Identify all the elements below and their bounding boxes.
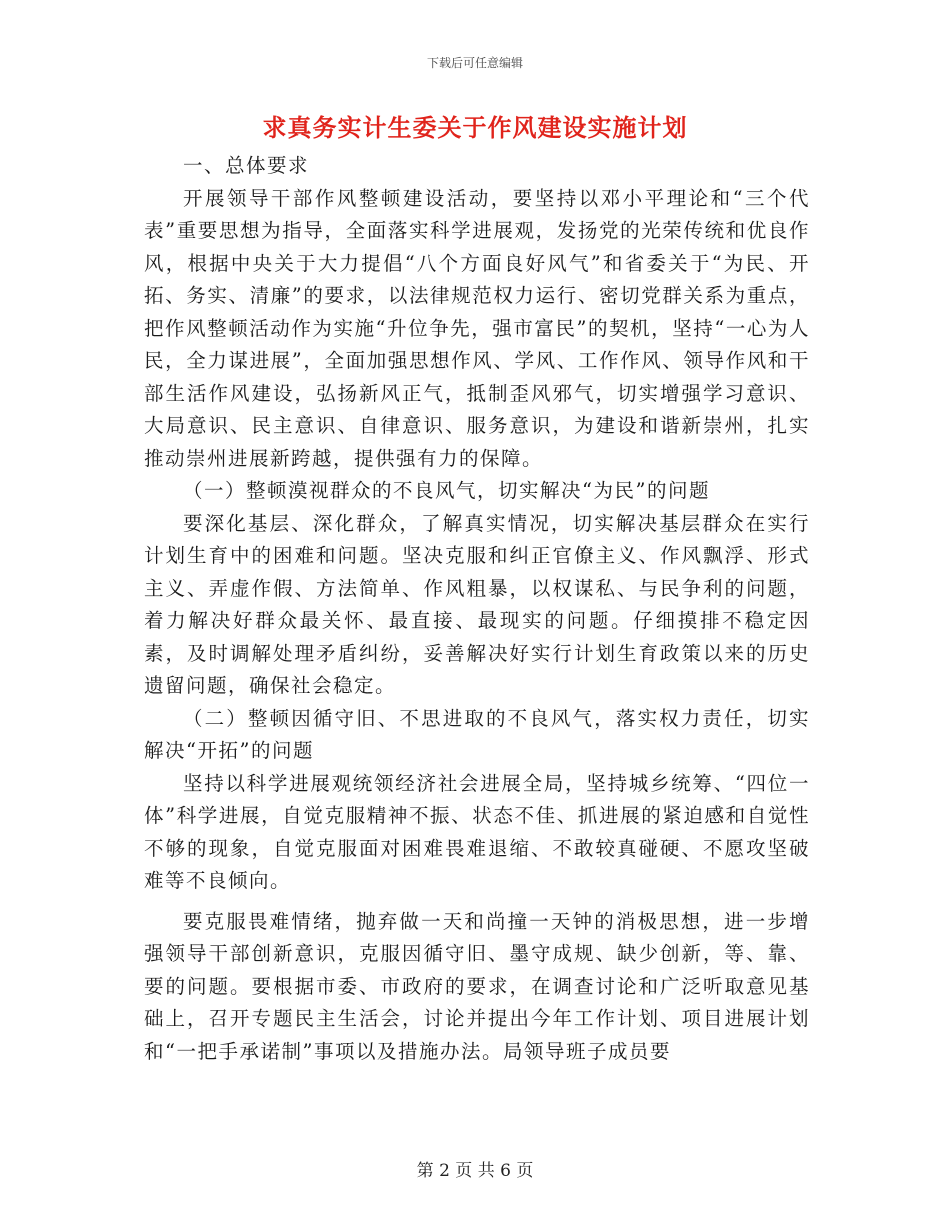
page-header-note: 下载后可任意编辑 [426,56,523,70]
body-paragraph: 要深化基层、深化群众，了解真实情况，切实解决基层群众在实行计划生育中的困难和问题。坚决克服和纠正官僚主义、作风飘浮、形式主义、弄虚作假、方法简单、作风粗暴，以权谋私、与民争利的问题，着力解决好群众最关怀、最直接、最现实的问题。仔细摸排不稳定因素，及时调解处理矛盾纠纷，妥善解决好实行计划生育政策以来的历史遗留问题，确保社会稳定。 [144,511,810,697]
document-body [144,150,810,1068]
subsection-heading: （一）整顿漠视群众的不良风气，切实解决“为民”的问题 [183,479,710,502]
subsection-heading: （二）整顿因循守旧、不思进取的不良风气，落实权力责任，切实解决“开拓”的问题 [144,706,810,762]
body-paragraph: 要克服畏难情绪，抛弃做一天和尚撞一天钟的消极思想，进一步增强领导干部创新意识，克服因循守旧、墨守成规、缺少创新，等、靠、要的问题。要根据市委、市政府的要求，在调查讨论和广泛听取意见基础上，召开专题民主生活会，讨论并提出今年工作计划、项目进展计划和“一把手承诺制”事项以及措施办法。局领导班子成员要 [144,909,810,1063]
section-heading: 一、总体要求 [183,154,310,177]
body-paragraph: 开展领导干部作风整顿建设活动，要坚持以邓小平理论和“三个代表”重要思想为指导，全面落实科学进展观，发扬党的光荣传统和优良作风，根据中央关于大力提倡“八个方面良好风气”和省委关于“为民、开拓、务实、清廉”的要求，以法律规范权力运行、密切党群关系为重点，把作风整顿活动作为实施“升位争先，强市富民”的契机，坚持“一心为人民，全力谋进展”，全面加强思想作风、学风、工作作风、领导作风和干部生活作风建设，弘扬新风正气，抵制歪风邪气，切实增强学习意识、大局意识、民主意识、自律意识、服务意识，为建设和谐新崇州，扎实推动崇州进展新跨越，提供强有力的保障。 [144,186,810,470]
document-title: 求真务实计生委关于作风建设实施计划 [262,113,688,142]
body-paragraph: 坚持以科学进展观统领经济社会进展全局，坚持城乡统筹、“四位一体”科学进展，自觉克服精神不振、状态不佳、抓进展的紧迫感和自觉性不够的现象，自觉克服面对困难畏难退缩、不敢较真碰硬、不愿攻坚破难等不良倾向。 [144,771,810,892]
page-number: 第 2 页 共 6 页 [416,1161,534,1181]
